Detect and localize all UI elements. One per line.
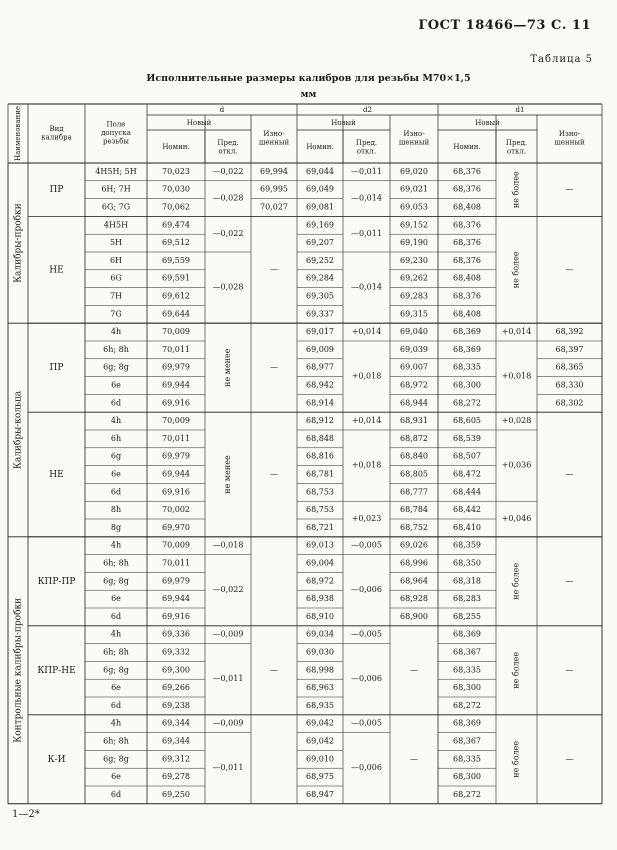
table-cell: 68,369 bbox=[453, 327, 481, 337]
merged-cell: не более bbox=[511, 740, 521, 778]
table-cell: 70,009 bbox=[162, 327, 190, 337]
merged-cell: +0,018 bbox=[501, 371, 532, 381]
table-cell: 68,972 bbox=[400, 380, 428, 390]
table-cell: 69,021 bbox=[400, 184, 428, 194]
header-d2: d2 bbox=[363, 106, 372, 114]
table-cell: 68,784 bbox=[400, 505, 428, 515]
table-cell: 69,030 bbox=[306, 647, 334, 657]
table-cell: 68,777 bbox=[400, 487, 428, 497]
table-cell: 68,335 bbox=[453, 754, 481, 764]
table-cell: 6g; 8g bbox=[103, 576, 129, 586]
table-cell: 69,266 bbox=[162, 683, 190, 693]
table-cell: 68,472 bbox=[453, 469, 481, 479]
table-cell: 69,053 bbox=[400, 202, 428, 212]
table-cell: 69,612 bbox=[162, 291, 190, 301]
merged-cell: — bbox=[565, 184, 574, 194]
table-cell: 4h bbox=[110, 416, 122, 426]
table-cell: 68,376 bbox=[453, 291, 481, 301]
merged-cell: +0,014 bbox=[351, 327, 382, 337]
table-cell: 6d bbox=[110, 700, 122, 710]
table-cell: 69,252 bbox=[306, 255, 334, 265]
table-cell: 68,998 bbox=[306, 665, 334, 675]
table-cell: 6g; 8g bbox=[103, 665, 129, 675]
table-cell: 69,995 bbox=[260, 184, 288, 194]
table-cell: 69,344 bbox=[162, 736, 190, 746]
table-cell: 6g; 8g bbox=[103, 362, 129, 372]
header-worn: Изно- bbox=[558, 129, 581, 138]
merged-cell: +0,014 bbox=[351, 416, 382, 426]
table-cell: 68,302 bbox=[555, 398, 584, 408]
table-cell: 6h; 8h bbox=[103, 647, 129, 657]
merged-cell: —0,014 bbox=[351, 282, 382, 292]
table-cell: 6h; 8h bbox=[103, 558, 129, 568]
table-cell: 69,979 bbox=[162, 576, 190, 586]
table-cell: 70,030 bbox=[162, 184, 190, 194]
table-cell: 70,023 bbox=[162, 166, 190, 176]
table-cell: 69,013 bbox=[306, 540, 334, 550]
merged-cell: — bbox=[410, 754, 418, 764]
table-cell: 69,044 bbox=[306, 166, 334, 176]
table-cell: 68,376 bbox=[453, 184, 481, 194]
merged-cell: — bbox=[270, 665, 278, 675]
kind-label: ПР bbox=[49, 185, 64, 196]
table-cell: 69,152 bbox=[400, 220, 428, 230]
table-cell: 8g bbox=[110, 522, 122, 532]
table-cell: 69,284 bbox=[306, 273, 334, 283]
merged-cell: —0,009 bbox=[212, 718, 244, 728]
table-cell: 6g; 8g bbox=[103, 754, 129, 764]
table-cell: 68,369 bbox=[453, 629, 481, 639]
table-cell: 69,042 bbox=[306, 736, 334, 746]
table-cell: 69,344 bbox=[162, 718, 190, 728]
table-cell: 6h; 8h bbox=[103, 344, 129, 354]
table-cell: 68,977 bbox=[306, 362, 334, 372]
table-cell: 68,300 bbox=[453, 772, 481, 782]
merged-cell: —0,011 bbox=[351, 229, 382, 239]
table-cell: 69,312 bbox=[162, 754, 190, 764]
table-cell: 68,910 bbox=[306, 611, 334, 621]
table-cell: 6h; 8h bbox=[103, 736, 129, 746]
table-cell: 68,397 bbox=[555, 344, 584, 354]
header-dev: откл. bbox=[506, 147, 527, 156]
merged-cell: —0,006 bbox=[351, 585, 382, 595]
table-cell: 68,938 bbox=[306, 594, 334, 604]
table-cell: 69,262 bbox=[400, 273, 428, 283]
table-cell: 68,914 bbox=[306, 398, 334, 408]
table-cell: 68,255 bbox=[453, 611, 481, 621]
table-cell: 69,010 bbox=[306, 754, 334, 764]
table-cell: 69,944 bbox=[162, 469, 190, 479]
header-new: Новый bbox=[475, 119, 500, 127]
table-cell: 69,979 bbox=[162, 451, 190, 461]
table-cell: 69,559 bbox=[162, 255, 190, 265]
table-cell: 69,042 bbox=[306, 718, 334, 728]
merged-cell: —0,014 bbox=[351, 193, 382, 203]
table-cell: 68,369 bbox=[453, 344, 481, 354]
merged-cell: — bbox=[565, 469, 574, 479]
table-cell: 4H5H bbox=[103, 220, 129, 230]
merged-cell: — bbox=[270, 469, 278, 479]
table-cell: 69,979 bbox=[162, 362, 190, 372]
table-cell: 4h bbox=[110, 327, 122, 337]
merged-cell: не более bbox=[511, 171, 521, 209]
table-cell: 69,004 bbox=[306, 558, 334, 568]
merged-cell: — bbox=[565, 576, 574, 586]
table-cell: 6d bbox=[110, 487, 122, 497]
table-cell: 68,367 bbox=[453, 647, 481, 657]
table-cell: 69,283 bbox=[400, 291, 428, 301]
table-cell: 68,335 bbox=[453, 665, 481, 675]
table-number: Таблица 5 bbox=[530, 54, 593, 65]
table-cell: 69,336 bbox=[162, 629, 190, 639]
table-cell: 4h bbox=[110, 629, 122, 639]
table-cell: 68,753 bbox=[306, 487, 334, 497]
table-cell: 69,009 bbox=[306, 344, 334, 354]
table-cell: 7G bbox=[110, 309, 122, 319]
merged-cell: +0,036 bbox=[501, 460, 532, 470]
header-kind: калибра bbox=[41, 133, 72, 142]
table-cell: 4H5H; 5H bbox=[95, 166, 137, 176]
table-cell: 69,238 bbox=[162, 700, 190, 710]
header-worn: шенный bbox=[258, 138, 290, 147]
table-cell: 6e bbox=[111, 380, 121, 390]
merged-cell: —0,006 bbox=[351, 763, 382, 773]
merged-cell: —0,022 bbox=[212, 229, 244, 239]
merged-cell: не более bbox=[511, 251, 521, 289]
table-cell: 69,049 bbox=[306, 184, 334, 194]
header-d: d bbox=[219, 106, 225, 114]
header-new: Новый bbox=[186, 119, 212, 127]
merged-cell: — bbox=[410, 665, 418, 675]
table-cell: 68,408 bbox=[453, 309, 481, 319]
table-cell: 68,369 bbox=[453, 718, 481, 728]
merged-cell: —0,028 bbox=[212, 282, 244, 292]
table-cell: 69,512 bbox=[162, 238, 190, 248]
table-cell: 69,970 bbox=[162, 522, 190, 532]
merged-cell: +0,014 bbox=[501, 327, 532, 337]
table-cell: 6e bbox=[111, 683, 121, 693]
table-cell: 69,081 bbox=[306, 202, 334, 212]
merged-cell: +0,023 bbox=[351, 514, 382, 523]
header-nom: Номин. bbox=[306, 143, 334, 151]
table-cell: 68,350 bbox=[453, 558, 481, 568]
table-cell: 69,300 bbox=[162, 665, 190, 675]
table-cell: 70,062 bbox=[162, 202, 190, 212]
table-cell: 68,330 bbox=[555, 380, 584, 390]
table-cell: 6d bbox=[110, 611, 122, 621]
header-dev: откл. bbox=[218, 147, 238, 156]
merged-cell: не менее bbox=[223, 455, 232, 494]
table-cell: 68,781 bbox=[306, 469, 334, 479]
table-cell: 68,359 bbox=[453, 540, 481, 550]
table-cell: 68,408 bbox=[453, 273, 481, 283]
table-cell: 69,315 bbox=[400, 309, 428, 319]
table-cell: 68,942 bbox=[306, 380, 334, 390]
page-footer: 1—2* bbox=[12, 809, 40, 820]
header-d1: d1 bbox=[515, 106, 525, 114]
table-cell: 68,935 bbox=[306, 700, 334, 710]
table-cell: 68,816 bbox=[306, 451, 334, 461]
table-cell: 69,169 bbox=[306, 220, 334, 230]
merged-cell: — bbox=[565, 754, 574, 764]
merged-cell: не более bbox=[511, 562, 521, 600]
header-worn: Изно- bbox=[263, 129, 285, 138]
table-cell: 68,753 bbox=[306, 505, 334, 515]
table-cell: 4h bbox=[110, 718, 122, 728]
table-cell: 6h bbox=[110, 433, 122, 443]
table-cell: 68,408 bbox=[453, 202, 481, 212]
table-cell: 69,207 bbox=[306, 238, 334, 248]
header-worn: шенный bbox=[554, 138, 585, 147]
merged-cell: —0,005 bbox=[351, 629, 382, 639]
table-cell: 68,367 bbox=[453, 736, 481, 746]
merged-cell: —0,006 bbox=[351, 674, 382, 684]
header-worn: Изно- bbox=[403, 129, 425, 138]
table-cell: 68,272 bbox=[453, 789, 481, 799]
table-cell: 70,011 bbox=[162, 433, 190, 443]
header-kind: Вид bbox=[49, 124, 64, 133]
table-cell: 69,250 bbox=[162, 789, 190, 799]
table-cell: 68,947 bbox=[306, 789, 334, 799]
table-cell: 68,272 bbox=[453, 398, 481, 408]
table-cell: 68,376 bbox=[453, 255, 481, 265]
table-cell: 68,848 bbox=[306, 433, 334, 443]
merged-cell: +0,018 bbox=[351, 371, 382, 381]
header-dev: Пред. bbox=[355, 138, 378, 147]
header-dev: Пред. bbox=[505, 138, 528, 147]
table-cell: 69,230 bbox=[400, 255, 428, 265]
table-cell: 68,392 bbox=[555, 327, 584, 337]
table-cell: 69,474 bbox=[162, 220, 190, 230]
table-cell: 6g bbox=[110, 451, 122, 461]
table-cell: 68,335 bbox=[453, 362, 481, 372]
table-cell: 69,944 bbox=[162, 380, 190, 390]
table-title: Исполнительные размеры калибров для резьбы М70×1,5 bbox=[146, 73, 471, 84]
merged-cell: —0,018 bbox=[212, 540, 244, 550]
table-cell: 68,318 bbox=[453, 576, 481, 586]
merged-cell: —0,005 bbox=[351, 540, 382, 550]
header-new: Новый bbox=[331, 119, 356, 127]
table-cell: 68,963 bbox=[306, 683, 334, 693]
table-cell: 68,872 bbox=[400, 433, 428, 443]
table-units: мм bbox=[300, 90, 317, 100]
kind-label: КПР-ПР bbox=[37, 576, 76, 587]
merged-cell: не менее bbox=[223, 348, 232, 387]
kind-label: ПР bbox=[49, 363, 64, 374]
merged-cell: — bbox=[565, 665, 574, 675]
merged-cell: — bbox=[270, 264, 278, 274]
table-cell: 6H; 7H bbox=[101, 184, 131, 194]
table-cell: 69,020 bbox=[400, 166, 428, 176]
table-cell: 68,365 bbox=[555, 362, 584, 372]
page-header: ГОСТ 18466—73 С. 11 bbox=[418, 18, 591, 33]
table-cell: 68,964 bbox=[400, 576, 428, 586]
header-tol: допуска bbox=[101, 129, 131, 137]
table-cell: 70,011 bbox=[162, 558, 190, 568]
merged-cell: не более bbox=[511, 651, 521, 689]
table-cell: 69,278 bbox=[162, 772, 190, 782]
table-cell: 69,591 bbox=[162, 273, 190, 283]
table-cell: 68,972 bbox=[306, 576, 334, 586]
table-cell: 6e bbox=[111, 469, 121, 479]
table-cell: 69,916 bbox=[162, 487, 190, 497]
table-cell: 6d bbox=[110, 398, 122, 408]
table-cell: 8h bbox=[110, 505, 122, 515]
table-cell: 69,190 bbox=[400, 238, 428, 248]
table-cell: 68,840 bbox=[400, 451, 428, 461]
table-cell: 69,994 bbox=[260, 166, 288, 176]
merged-cell: —0,009 bbox=[212, 629, 244, 639]
table-cell: 69,337 bbox=[306, 309, 334, 319]
table-cell: 68,444 bbox=[453, 487, 481, 497]
header-name: Наименование bbox=[14, 106, 22, 161]
kind-label: К-И bbox=[47, 754, 66, 765]
table-cell: 6G bbox=[110, 273, 122, 283]
table-cell: 69,644 bbox=[162, 309, 190, 319]
table-cell: 68,931 bbox=[400, 416, 428, 426]
header-dev: Пред. bbox=[217, 138, 239, 147]
merged-cell: +0,028 bbox=[501, 416, 532, 426]
table-cell: 68,300 bbox=[453, 683, 481, 693]
table-cell: 68,900 bbox=[400, 611, 428, 621]
table-cell: 6e bbox=[111, 772, 121, 782]
table-cell: 68,721 bbox=[306, 522, 334, 532]
merged-cell: +0,018 bbox=[351, 460, 382, 470]
table-cell: 68,996 bbox=[400, 558, 428, 568]
table-cell: 69,034 bbox=[306, 629, 334, 639]
table-cell: 70,002 bbox=[162, 505, 190, 515]
group-label: Калибры-кольца bbox=[13, 390, 24, 470]
header-dev: откл. bbox=[356, 147, 377, 156]
group-label: Контрольные калибры-пробки bbox=[13, 597, 24, 743]
table-cell: 6G; 7G bbox=[101, 202, 131, 212]
table-cell: 68,605 bbox=[453, 416, 481, 426]
table-cell: 7H bbox=[109, 291, 123, 301]
table-cell: 5H bbox=[109, 238, 123, 248]
table-cell: 70,011 bbox=[162, 344, 190, 354]
table-cell: 68,376 bbox=[453, 220, 481, 230]
merged-cell: —0,005 bbox=[351, 718, 382, 728]
table-cell: 68,376 bbox=[453, 166, 481, 176]
table-cell: 6H bbox=[109, 255, 123, 265]
table-cell: 6d bbox=[110, 789, 122, 799]
table-cell: 68,752 bbox=[400, 522, 428, 532]
table-cell: 69,944 bbox=[162, 594, 190, 604]
table-cell: 68,507 bbox=[453, 451, 481, 461]
table-cell: 68,928 bbox=[400, 594, 428, 604]
table-cell: 68,805 bbox=[400, 469, 428, 479]
merged-cell: —0,011 bbox=[212, 674, 244, 684]
table-cell: 70,009 bbox=[162, 416, 190, 426]
header-worn: шенный bbox=[398, 138, 430, 147]
table-cell: 68,944 bbox=[400, 398, 428, 408]
merged-cell: —0,022 bbox=[212, 585, 244, 595]
merged-cell: — bbox=[565, 264, 574, 274]
merged-cell: +0,046 bbox=[501, 514, 532, 523]
table-cell: 69,026 bbox=[400, 540, 428, 550]
table-cell: 68,376 bbox=[453, 238, 481, 248]
table-cell: 4h bbox=[110, 540, 122, 550]
header-nom: Номин. bbox=[453, 143, 481, 151]
table-cell: 68,410 bbox=[453, 522, 481, 532]
table-cell: 69,017 bbox=[306, 327, 334, 337]
table-cell: 68,272 bbox=[453, 700, 481, 710]
header-tol: Поле bbox=[106, 120, 126, 129]
table-cell: 69,332 bbox=[162, 647, 190, 657]
table-cell: 69,916 bbox=[162, 611, 190, 621]
merged-cell: —0,011 bbox=[212, 763, 244, 773]
table-cell: 68,539 bbox=[453, 433, 481, 443]
table-cell: 6e bbox=[111, 594, 121, 604]
table-cell: 68,300 bbox=[453, 380, 481, 390]
merged-cell: — bbox=[270, 362, 278, 372]
table-cell: 70,027 bbox=[260, 202, 288, 212]
kind-label: КПР-НЕ bbox=[37, 665, 76, 676]
table-cell: 70,009 bbox=[162, 540, 190, 550]
merged-cell: —0,028 bbox=[212, 193, 244, 203]
table-cell: 68,975 bbox=[306, 772, 334, 782]
merged-cell: —0,011 bbox=[351, 166, 382, 176]
table-cell: 69,039 bbox=[400, 344, 428, 354]
header-tol: резьбы bbox=[102, 137, 130, 146]
table-cell: 68,283 bbox=[453, 594, 481, 604]
table-cell: 68,912 bbox=[306, 416, 334, 426]
table-cell: 69,305 bbox=[306, 291, 334, 301]
table-cell: 69,040 bbox=[400, 327, 428, 337]
table-cell: 68,442 bbox=[453, 505, 481, 515]
table-cell: 69,007 bbox=[400, 362, 428, 372]
merged-cell: —0,022 bbox=[212, 166, 244, 176]
kind-label: НЕ bbox=[49, 265, 64, 276]
table-cell: 69,916 bbox=[162, 398, 190, 408]
group-label: Калибры-пробки bbox=[13, 203, 24, 283]
header-nom: Номин. bbox=[162, 143, 190, 151]
kind-label: НЕ bbox=[49, 470, 64, 480]
